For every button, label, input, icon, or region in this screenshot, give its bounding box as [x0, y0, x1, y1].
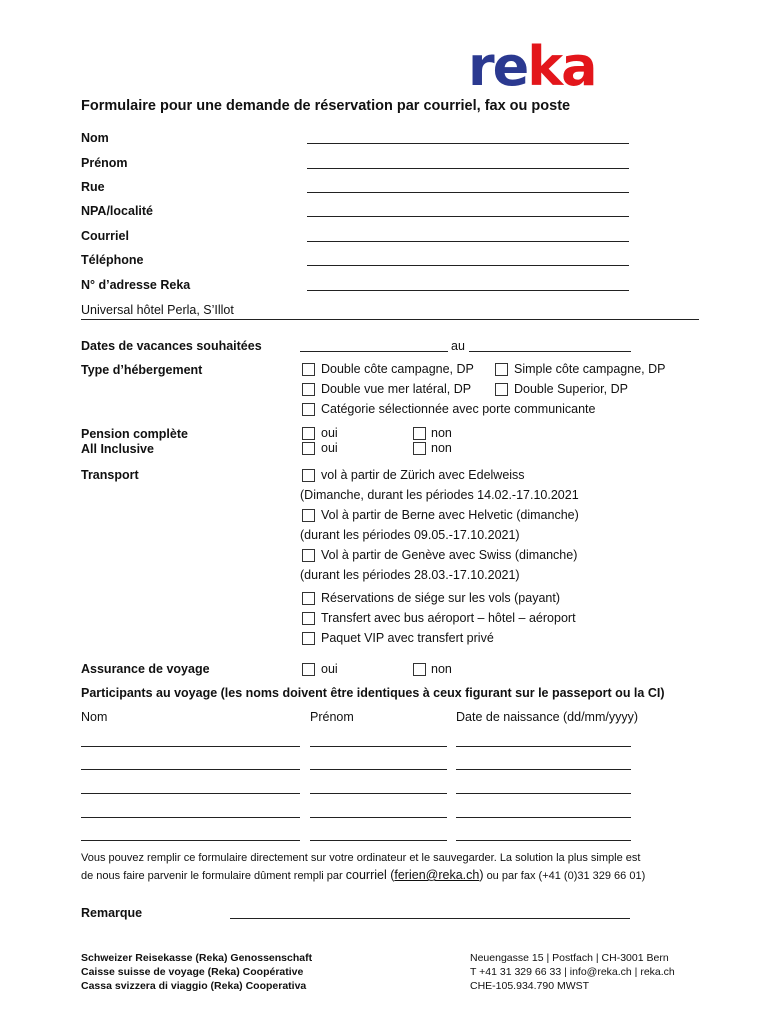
participant-3-nom[interactable] [81, 793, 300, 794]
label-remarque: Remarque [81, 906, 143, 920]
label-telephone: Téléphone [81, 253, 144, 267]
reka-logo: reka [468, 35, 596, 98]
col-prenom: Prénom [310, 710, 354, 724]
label-dates: Dates de vacances souhaitées [81, 339, 262, 353]
option-porte-communicante: Catégorie sélectionnée avec porte communicante [321, 402, 596, 416]
option-reservation-siege: Réservations de siége sur les vols (payant) [321, 591, 561, 605]
email-link[interactable]: ferien@reka.ch [394, 868, 480, 882]
participant-1-naissance[interactable] [456, 746, 631, 747]
label-rue: Rue [81, 180, 105, 194]
participants-heading: Participants au voyage (les noms doivent être identiques à ceux figurant sur le passeport ou la CI) [81, 686, 665, 700]
option-double-campagne: Double côte campagne, DP [321, 362, 474, 376]
participant-5-prenom[interactable] [310, 840, 447, 841]
col-naissance: Date de naissance (dd/mm/yyyy) [456, 710, 639, 724]
checkbox-simple-campagne[interactable] [495, 363, 508, 376]
form-title: Formulaire pour une demande de réservation par courriel, fax ou poste [81, 98, 571, 114]
note-line-2: de nous faire parvenir le formulaire dûment rempli par courriel (ferien@reka.ch) ou par fax (+41 (0)31 329 66 01) [81, 868, 646, 882]
option-paquet-vip: Paquet VIP avec transfert privé [321, 631, 494, 645]
checkbox-double-campagne[interactable] [302, 363, 315, 376]
checkbox-allinc-non[interactable] [413, 442, 426, 455]
checkbox-double-mer[interactable] [302, 383, 315, 396]
label-prenom: Prénom [81, 156, 128, 170]
option-transfert-bus: Transfert avec bus aéroport – hôtel – aéroport [321, 611, 576, 625]
checkbox-porte-communicante[interactable] [302, 403, 315, 416]
col-nom: Nom [81, 710, 108, 724]
label-all-inclusive: All Inclusive [81, 442, 154, 456]
participant-3-naissance[interactable] [456, 793, 631, 794]
assurance-oui-label: oui [321, 662, 338, 676]
footer-left: Schweizer Reisekasse (Reka) Genossenschaft Caisse suisse de voyage (Reka) Coopérative Cassa svizzera di viaggio (Reka) Cooperativa [81, 952, 313, 992]
telephone-field[interactable] [307, 265, 629, 266]
checkbox-assurance-non[interactable] [413, 663, 426, 676]
option-vol-zurich: vol à partir de Zürich avec Edelweiss [321, 468, 525, 482]
option-vol-geneve: Vol à partir de Genève avec Swiss (dimanche) [321, 548, 578, 562]
label-pension: Pension complète [81, 427, 188, 441]
checkbox-pension-non[interactable] [413, 427, 426, 440]
courriel-field[interactable] [307, 241, 629, 242]
label-adresse-reka: N° d’adresse Reka [81, 278, 191, 292]
prenom-field[interactable] [307, 168, 629, 169]
note-line-1: Vous pouvez remplir ce formulaire directement sur votre ordinateur et le sauvegarder. La solution la plus simple est [81, 852, 641, 864]
label-transport: Transport [81, 468, 139, 482]
participant-2-prenom[interactable] [310, 769, 447, 770]
checkbox-double-superior[interactable] [495, 383, 508, 396]
checkbox-reservation-siege[interactable] [302, 592, 315, 605]
option-double-superior: Double Superior, DP [514, 382, 628, 396]
checkbox-allinc-oui[interactable] [302, 442, 315, 455]
remarque-field[interactable] [230, 918, 630, 919]
label-hebergement: Type d’hébergement [81, 363, 203, 377]
participant-5-naissance[interactable] [456, 840, 631, 841]
participant-5-nom[interactable] [81, 840, 300, 841]
pension-non-label: non [431, 426, 452, 440]
dates-au: au [451, 339, 465, 353]
nom-field[interactable] [307, 143, 629, 144]
label-assurance: Assurance de voyage [81, 662, 210, 676]
checkbox-assurance-oui[interactable] [302, 663, 315, 676]
checkbox-vol-berne[interactable] [302, 509, 315, 522]
participant-2-naissance[interactable] [456, 769, 631, 770]
checkbox-pension-oui[interactable] [302, 427, 315, 440]
rue-field[interactable] [307, 192, 629, 193]
participant-3-prenom[interactable] [310, 793, 447, 794]
pension-oui-label: oui [321, 426, 338, 440]
hotel-divider [81, 319, 699, 320]
date-from-field[interactable] [300, 351, 448, 352]
npa-field[interactable] [307, 216, 629, 217]
participant-4-nom[interactable] [81, 817, 300, 818]
label-npa: NPA/localité [81, 204, 154, 218]
date-to-field[interactable] [469, 351, 631, 352]
participant-1-nom[interactable] [81, 746, 300, 747]
participant-4-prenom[interactable] [310, 817, 447, 818]
vol-zurich-period: (Dimanche, durant les périodes 14.02.-17.10.2021 [300, 488, 579, 502]
adresse-reka-field[interactable] [307, 290, 629, 291]
assurance-non-label: non [431, 662, 452, 676]
checkbox-vol-geneve[interactable] [302, 549, 315, 562]
participant-2-nom[interactable] [81, 769, 300, 770]
participant-4-naissance[interactable] [456, 817, 631, 818]
hotel-name: Universal hôtel Perla, S’Illot [81, 303, 234, 317]
label-nom: Nom [81, 131, 109, 145]
allinc-non-label: non [431, 441, 452, 455]
option-vol-berne: Vol à partir de Berne avec Helvetic (dimanche) [321, 508, 579, 522]
label-courriel: Courriel [81, 229, 129, 243]
vol-geneve-period: (durant les périodes 28.03.-17.10.2021) [300, 568, 520, 582]
participant-1-prenom[interactable] [310, 746, 447, 747]
checkbox-paquet-vip[interactable] [302, 632, 315, 645]
allinc-oui-label: oui [321, 441, 338, 455]
checkbox-vol-zurich[interactable] [302, 469, 315, 482]
option-double-mer: Double vue mer latéral, DP [321, 382, 472, 396]
checkbox-transfert-bus[interactable] [302, 612, 315, 625]
footer-right: Neuengasse 15 | Postfach | CH-3001 Bern T +41 31 329 66 33 | info@reka.ch | reka.ch CHE-105.934.790 MWST [470, 952, 675, 992]
option-simple-campagne: Simple côte campagne, DP [514, 362, 666, 376]
vol-berne-period: (durant les périodes 09.05.-17.10.2021) [300, 528, 520, 542]
